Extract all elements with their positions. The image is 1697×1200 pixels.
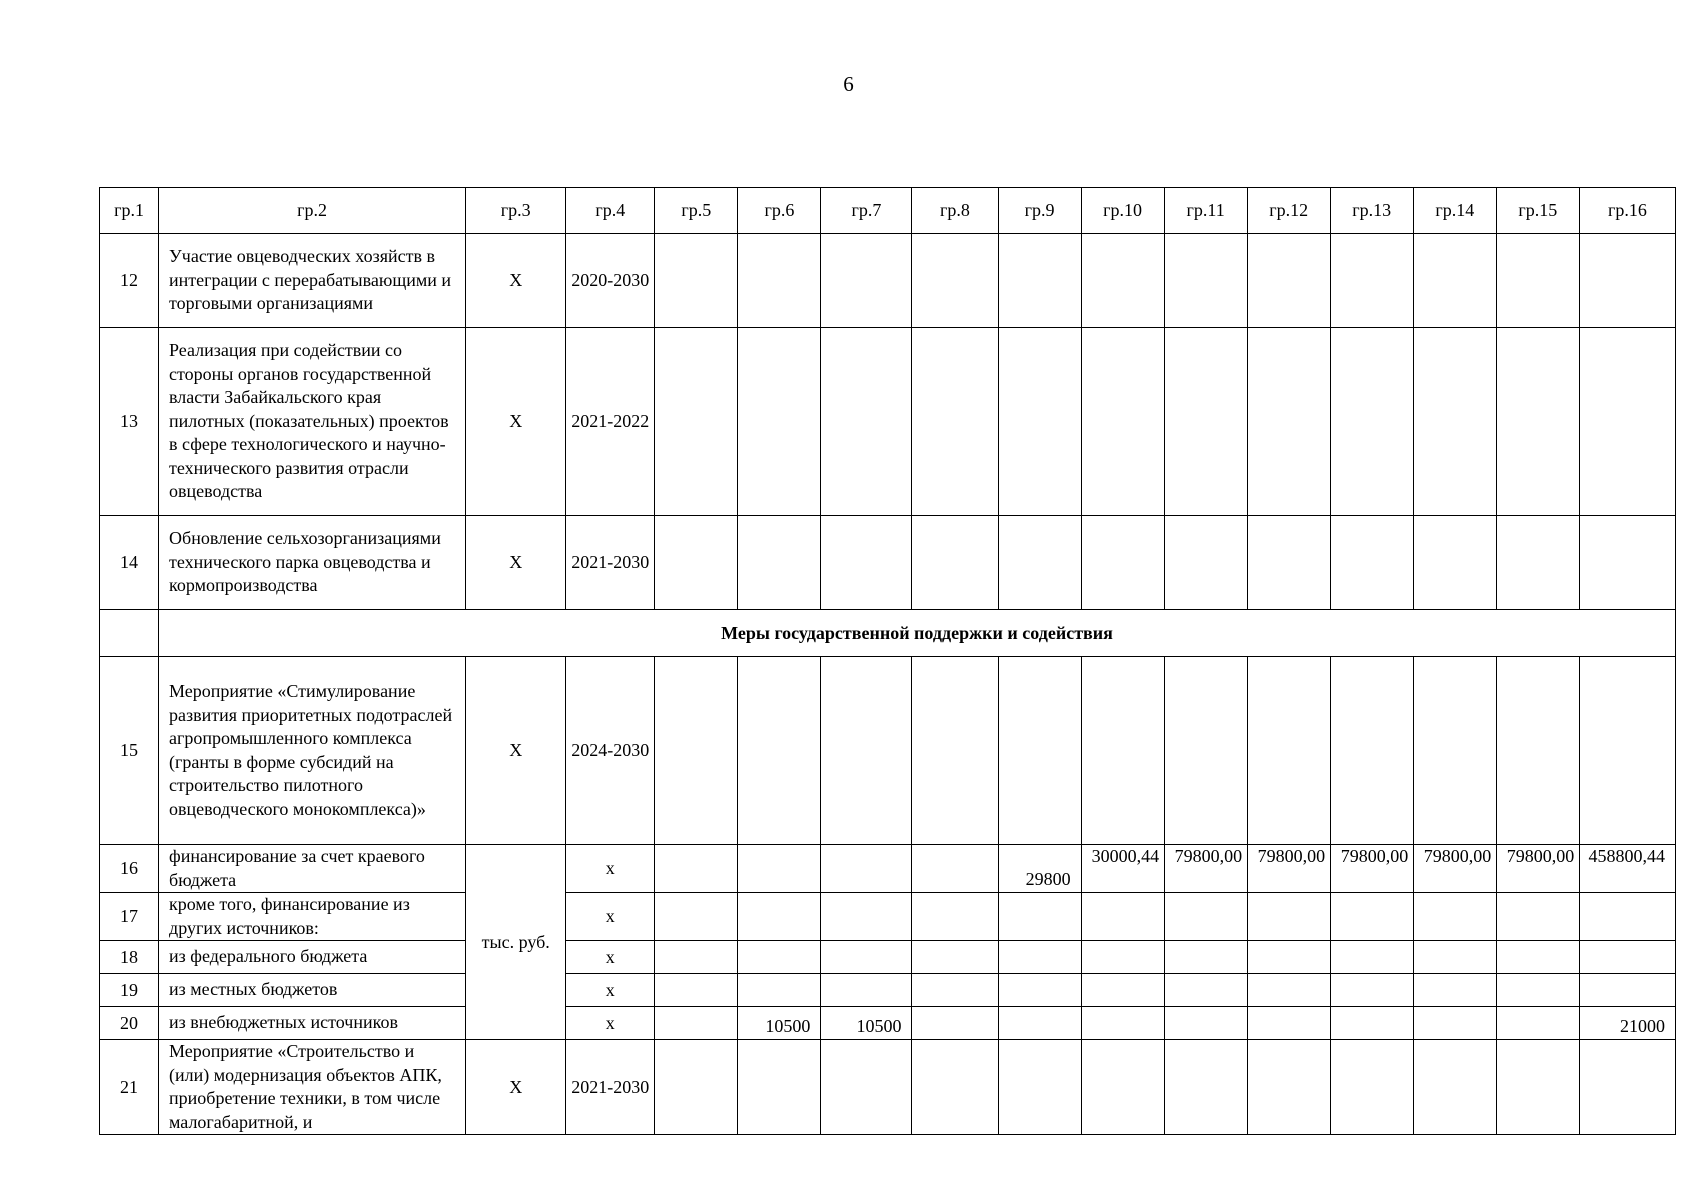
cell-empty [1413, 1007, 1496, 1040]
cell-empty [998, 234, 1081, 328]
cell-empty [1247, 328, 1330, 516]
header-col-8: гр.8 [912, 188, 998, 234]
cell-empty [1081, 328, 1164, 516]
cell-empty [1330, 941, 1413, 974]
row-number: 15 [100, 657, 159, 845]
cell-empty [1496, 1040, 1579, 1135]
row-description: кроме того, финансирование из других источников: [159, 893, 466, 941]
cell-empty [998, 516, 1081, 610]
header-col-5: гр.5 [655, 188, 738, 234]
row-number: 12 [100, 234, 159, 328]
cell-empty [1081, 1007, 1164, 1040]
row-number: 18 [100, 941, 159, 974]
header-col-4: гр.4 [566, 188, 655, 234]
cell-empty [821, 234, 912, 328]
cell-empty [912, 845, 998, 893]
header-col-6: гр.6 [738, 188, 821, 234]
cell-g13: 79800,00 [1330, 845, 1413, 893]
cell-empty [1330, 1040, 1413, 1135]
row-years: 2021-2030 [566, 516, 655, 610]
cell-empty [655, 941, 738, 974]
program-table [99, 187, 1676, 1135]
cell-empty [1164, 328, 1247, 516]
row-g4: х [566, 974, 655, 1007]
cell-empty [1247, 657, 1330, 845]
cell-empty [655, 1007, 738, 1040]
cell-empty [1081, 234, 1164, 328]
header-col-16: гр.16 [1579, 188, 1675, 234]
cell-g10: 30000,44 [1081, 845, 1164, 893]
cell-g16: 21000 [1579, 1007, 1675, 1040]
row-description: Мероприятие «Строительство и (или) модернизация объектов АПК, приобретение техники, в том числе малогабаритной, и [159, 1040, 466, 1135]
cell-empty [1413, 328, 1496, 516]
cell-g11: 79800,00 [1164, 845, 1247, 893]
cell-empty [912, 516, 998, 610]
cell-empty [1081, 941, 1164, 974]
cell-empty [1413, 234, 1496, 328]
row-years: 2020-2030 [566, 234, 655, 328]
cell-empty [998, 328, 1081, 516]
cell-empty [738, 516, 821, 610]
cell-empty [1081, 657, 1164, 845]
cell-empty [1413, 1040, 1496, 1135]
cell-empty [1164, 1007, 1247, 1040]
cell-empty [1579, 893, 1675, 941]
cell-empty [1413, 893, 1496, 941]
row-description: Участие овцеводческих хозяйств в интеграции с перерабатывающими и торговыми организациями [159, 234, 466, 328]
header-row [100, 188, 1676, 234]
cell-empty [738, 893, 821, 941]
row-years: 2021-2030 [566, 1040, 655, 1135]
header-col-13: гр.13 [1330, 188, 1413, 234]
row-description: финансирование за счет краевого бюджета [159, 845, 466, 893]
header-col-14: гр.14 [1413, 188, 1496, 234]
header-col-1: гр.1 [100, 188, 159, 234]
cell-empty [1579, 974, 1675, 1007]
header-col-7: гр.7 [821, 188, 912, 234]
header-col-3: гр.3 [466, 188, 566, 234]
cell-empty [821, 845, 912, 893]
cell-empty [1330, 893, 1413, 941]
cell-empty [998, 1007, 1081, 1040]
cell-empty [912, 1040, 998, 1135]
cell-empty [1496, 1007, 1579, 1040]
row-g3: Х [466, 1040, 566, 1135]
table-row [100, 328, 1676, 516]
cell-empty [821, 941, 912, 974]
cell-g7: 10500 [821, 1007, 912, 1040]
cell-empty [1579, 328, 1675, 516]
cell-empty [738, 328, 821, 516]
cell-empty [1579, 941, 1675, 974]
cell-empty [1081, 1040, 1164, 1135]
cell-empty [655, 328, 738, 516]
cell-empty [655, 974, 738, 1007]
cell-empty [821, 893, 912, 941]
row-number: 21 [100, 1040, 159, 1135]
cell-empty [1164, 234, 1247, 328]
table-row [100, 516, 1676, 610]
row-g3: Х [466, 234, 566, 328]
header-col-11: гр.11 [1164, 188, 1247, 234]
row-years: 2024-2030 [566, 657, 655, 845]
table-row [100, 1040, 1676, 1135]
cell-empty [738, 974, 821, 1007]
cell-empty [738, 1040, 821, 1135]
cell-empty [1081, 974, 1164, 1007]
cell-empty [1330, 1007, 1413, 1040]
cell-empty [1164, 941, 1247, 974]
row-g4: х [566, 1007, 655, 1040]
row-description: Реализация при содействии со стороны органов государственной власти Забайкальского края пилотных (показательных) проектов в сфере технологического и научно-технического развития отрасли овцеводства [159, 328, 466, 516]
row-number: 17 [100, 893, 159, 941]
cell-g16: 458800,44 [1579, 845, 1675, 893]
cell-empty [1330, 516, 1413, 610]
cell-empty [1579, 657, 1675, 845]
cell-empty [1496, 893, 1579, 941]
cell-empty [1496, 234, 1579, 328]
cell-empty [1413, 657, 1496, 845]
cell-empty [912, 657, 998, 845]
cell-empty [1330, 234, 1413, 328]
table-row [100, 234, 1676, 328]
cell-empty [821, 1040, 912, 1135]
row-description: Мероприятие «Стимулирование развития приоритетных подотраслей агропромышленного комплекса (гранты в форме субсидий на строительство пилотного овцеводческого монокомплекса)» [159, 657, 466, 845]
cell-empty [1330, 657, 1413, 845]
header-col-12: гр.12 [1247, 188, 1330, 234]
row-description: Обновление сельхозорганизациями технического парка овцеводства и кормопроизводства [159, 516, 466, 610]
cell-empty [1247, 234, 1330, 328]
table-row [100, 1007, 1676, 1040]
cell-empty [998, 941, 1081, 974]
row-number: 13 [100, 328, 159, 516]
row-description: из федерального бюджета [159, 941, 466, 974]
cell-empty [1413, 974, 1496, 1007]
cell-empty [912, 1007, 998, 1040]
table-row [100, 893, 1676, 941]
cell-empty [998, 657, 1081, 845]
cell-empty [100, 610, 159, 657]
cell-empty [912, 941, 998, 974]
row-g4: х [566, 893, 655, 941]
cell-empty [998, 1040, 1081, 1135]
cell-empty [1330, 974, 1413, 1007]
section-title: Меры государственной поддержки и содействия [159, 610, 1676, 657]
cell-empty [1164, 974, 1247, 1007]
cell-empty [1496, 657, 1579, 845]
row-g3: Х [466, 657, 566, 845]
cell-empty [998, 974, 1081, 1007]
cell-empty [821, 328, 912, 516]
cell-empty [1496, 328, 1579, 516]
cell-g12: 79800,00 [1247, 845, 1330, 893]
cell-empty [1247, 1040, 1330, 1135]
cell-empty [1579, 1040, 1675, 1135]
cell-empty [1247, 516, 1330, 610]
section-row [100, 610, 1676, 657]
cell-empty [738, 657, 821, 845]
cell-empty [655, 893, 738, 941]
header-col-15: гр.15 [1496, 188, 1579, 234]
cell-empty [1081, 516, 1164, 610]
cell-empty [912, 328, 998, 516]
cell-empty [912, 234, 998, 328]
header-col-9: гр.9 [998, 188, 1081, 234]
row-g3: Х [466, 328, 566, 516]
header-col-2: гр.2 [159, 188, 466, 234]
cell-empty [655, 1040, 738, 1135]
cell-empty [655, 516, 738, 610]
cell-empty [1081, 893, 1164, 941]
row-number: 20 [100, 1007, 159, 1040]
row-number: 19 [100, 974, 159, 1007]
cell-empty [821, 516, 912, 610]
cell-empty [738, 941, 821, 974]
cell-empty [1496, 941, 1579, 974]
cell-empty [1247, 941, 1330, 974]
row-g3: Х [466, 516, 566, 610]
table-row [100, 657, 1676, 845]
cell-g14: 79800,00 [1413, 845, 1496, 893]
cell-empty [1164, 516, 1247, 610]
cell-empty [1164, 657, 1247, 845]
header-col-10: гр.10 [1081, 188, 1164, 234]
cell-empty [821, 657, 912, 845]
cell-empty [912, 893, 998, 941]
cell-empty [1579, 234, 1675, 328]
row-description: из внебюджетных источников [159, 1007, 466, 1040]
row-description: из местных бюджетов [159, 974, 466, 1007]
cell-g9: 29800 [998, 845, 1081, 893]
cell-empty [1496, 974, 1579, 1007]
cell-empty [738, 845, 821, 893]
row-g4: х [566, 845, 655, 893]
cell-empty [655, 845, 738, 893]
table-row [100, 974, 1676, 1007]
cell-g15: 79800,00 [1496, 845, 1579, 893]
page-number: 6 [843, 72, 854, 96]
cell-empty [1247, 974, 1330, 1007]
cell-empty [1164, 893, 1247, 941]
cell-empty [1413, 941, 1496, 974]
cell-empty [1330, 328, 1413, 516]
row-number: 16 [100, 845, 159, 893]
row-number: 14 [100, 516, 159, 610]
cell-empty [912, 974, 998, 1007]
unit-cell: тыс. руб. [466, 845, 566, 1040]
row-g4: х [566, 941, 655, 974]
cell-empty [738, 234, 821, 328]
cell-empty [655, 657, 738, 845]
cell-empty [821, 974, 912, 1007]
table-row [100, 941, 1676, 974]
table-row [100, 845, 1676, 893]
cell-empty [1247, 893, 1330, 941]
cell-empty [998, 893, 1081, 941]
cell-empty [1413, 516, 1496, 610]
cell-empty [655, 234, 738, 328]
cell-empty [1496, 516, 1579, 610]
cell-empty [1579, 516, 1675, 610]
row-years: 2021-2022 [566, 328, 655, 516]
cell-g6: 10500 [738, 1007, 821, 1040]
cell-empty [1247, 1007, 1330, 1040]
cell-empty [1164, 1040, 1247, 1135]
